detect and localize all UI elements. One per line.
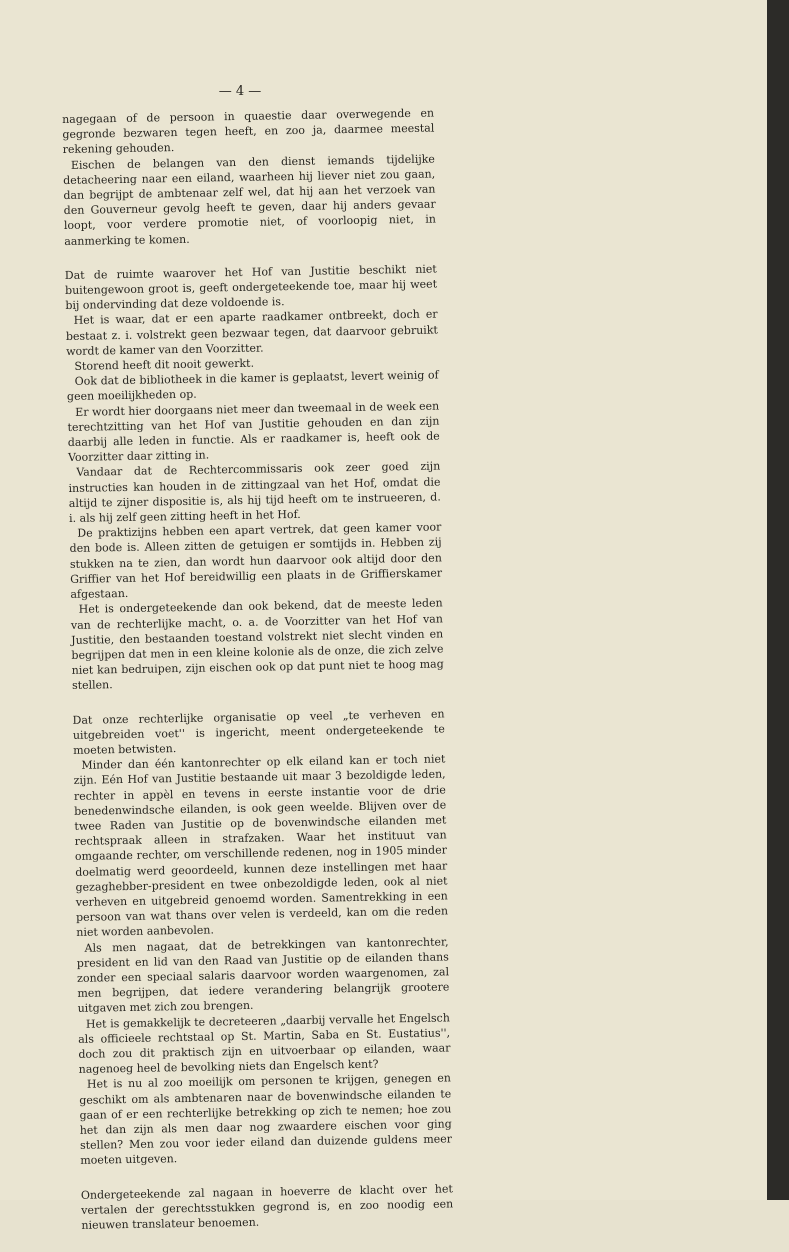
paragraph: Er wordt hier doorgaans niet meer dan tweemaal in de week een terechtzitting van het Hof van Justitie gehouden en dan zijn daarbij alle leden in functie. Als er raadkamer is, heeft ook de Voorzitter daar zitting in.	[67, 399, 440, 465]
paragraph: Vandaar dat de Rechtercommissaris ook zeer goed zijn instructies kan houden in de zittingzaal van het Hof, omdat die altijd te zijner dispositie is, als hij tijd heeft om te instrueeren, d. i. als hij zelf geen zitting heeft in het Hof.	[68, 459, 441, 526]
text-section	[65, 261, 444, 693]
paragraph: Het is gemakkelijk te decreteeren „daarbij vervalle het Engelsch als officieele rechtstaal op St. Martin, Saba en St. Eustatius'', doch zou dit praktisch zijn en uitvoerbaar op eilanden, waar nagenoeg heel de bevolking niets dan Engelsch kent?	[78, 1010, 451, 1077]
text-section	[72, 706, 452, 1169]
paragraph: Als men nagaat, dat de betrekkingen van kantonrechter, president en lid van den Raad van Justitie op de eilanden thans zonder een speciaal salaris daarvoor worden waargenomen, zal men begrijpen, dat iedere verandering belangrijk grootere uitgaven met zich zou brengen.	[76, 934, 450, 1016]
paragraph: Ondergeteekende zal nagaan in hoeverre de klacht over het vertalen der gerechtsstukken gegrond is, en zoo noodig een nieuwen translateur benoemen.	[80, 1181, 454, 1232]
paragraph: Dat onze rechterlijke organisatie op veel „te verheven en uitgebreiden voet'' is ingericht, meent ondergeteekende te moeten betwisten.	[72, 706, 445, 757]
paragraph: Het is nu al zoo moeilijk om personen te krijgen, genegen en geschikt om als ambtenaren naar de bovenwindsche eilanden te gaan of er een rechterlijke betrekking op zich te nemen; hoe zou het dan zijn als men daar nog zwaardere eischen voor ging stellen? Men zou voor ieder eiland dan duizende guldens meer moeten uitgeven.	[79, 1071, 453, 1168]
paragraph: Het is ondergeteekende dan ook bekend, dat de meeste leden van de rechterlijke macht, o. a. de Voorzitter van het Hof van Justitie, den bestaanden toestand volstrekt niet slecht vinden en begrijpen dat men in een kleine kolonie als de onze, die zich zelve niet kan bedruipen, zijn eischen ook op dat punt niet te hoog mag stellen.	[70, 596, 444, 693]
scan-border	[767, 0, 789, 1200]
text-column	[62, 106, 454, 1252]
page-number: — 4 —	[218, 84, 262, 99]
paragraph: Ook dat de bibliotheek in die kamer is geplaatst, levert weinig of geen moeilijkheden op.	[66, 368, 439, 404]
paragraph: Dat de ruimte waarover het Hof van Justitie beschikt niet buitengewoon groot is, geeft ondergeteekende toe, maar hij weet bij ondervinding dat deze voldoende is.	[64, 262, 438, 313]
paragraph: nagegaan of de persoon in quaestie daar overwegende en gegronde bezwaren tegen heeft, en zoo ja, daarmee meestal rekening gehouden.	[62, 106, 435, 157]
text-section	[62, 106, 436, 249]
paragraph: Minder dan één kantonrechter op elk eiland kan er toch niet zijn. Eén Hof van Justitie bestaande uit maar 3 bezoldigde leden, rechter in appèl en tevens in eerste instantie voor de drie benedenwindsche eilanden, is ook geen weelde. Blijven over de twee Raden van Justitie op de bovenwindsche eilanden met rechtspraak alleen in strafzaken. Waar het instituut van omgaande rechter, om verschillende redenen, nog in 1905 minder doelmatig werd geoordeeld, kunnen deze instellingen met haar gezaghebber-president en twee onbezoldigde leden, ook al niet verheven en uitgebreid genoemd worden. Samentrekking in een persoon van wat thans over velen is verdeeld, kan om die reden niet worden aanbevolen.	[73, 752, 449, 940]
paragraph: De praktizijns hebben een apart vertrek, dat geen kamer voor den bode is. Alleen zitten de getuigen er somtijds in. Hebben zij stukken na te zien, dan wordt hun daarvoor ook altijd door den Griffier van het Hof bereidwillig een plaats in de Griffierskamer afgestaan.	[69, 520, 443, 602]
paragraph: Eischen de belangen van den dienst iemands tijdelijke detacheering naar een eiland, waarheen hij liever niet zou gaan, dan begrijpt de ambtenaar zelf wel, dat hij aan het verzoek van den Gouverneur gevolg heeft te geven, daar hij anders gevaar loopt, voor verdere promotie niet, of voorloopig niet, in aanmerking te komen.	[63, 152, 437, 248]
paragraph: Storend heeft dit nooit gewerkt.	[74, 356, 255, 373]
paragraph: Het is waar, dat er een aparte raadkamer ontbreekt, doch er bestaat z. i. volstrekt geen bezwaar tegen, dat daarvoor gebruikt wordt de kamer van den Voorzitter.	[65, 307, 438, 358]
text-section	[81, 1181, 454, 1233]
